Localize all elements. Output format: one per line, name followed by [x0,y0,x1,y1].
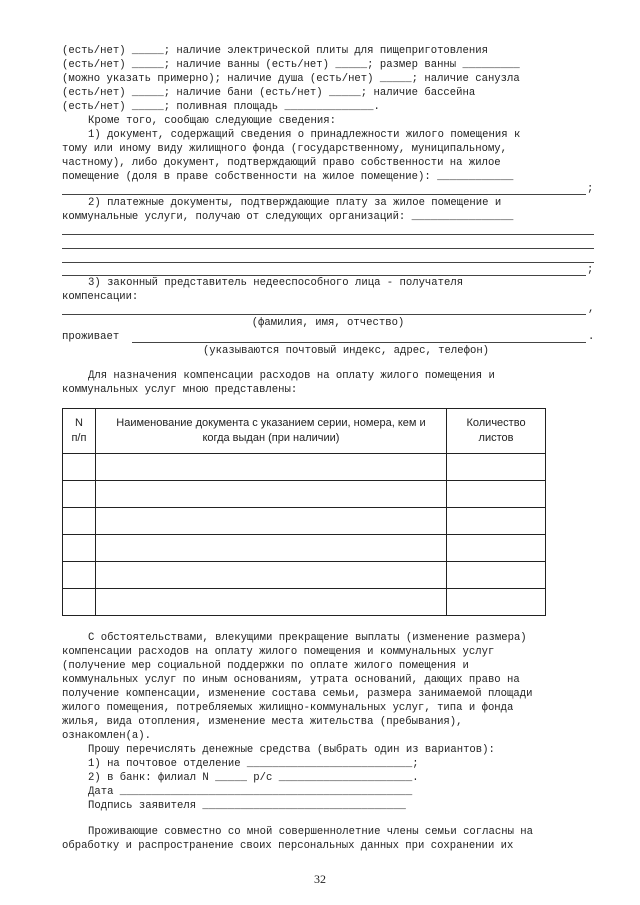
item1-line: 1) документ, содержащий сведения о принадлежности жилого помещения к [88,129,521,141]
text-line: (есть/нет) _____; наличие электрической плиты для пищеприготовления [62,45,488,57]
semicolon: ; [587,183,594,195]
table-row [63,454,546,481]
transfer-request: Прошу перечислять денежные средства (выбрать один из вариантов): [88,744,495,756]
item3-line: 3) законный представитель недееспособного лица - получателя [88,277,464,289]
table-row [63,535,546,562]
fill-line [62,314,586,315]
table-cell[interactable] [447,535,546,562]
comma: , [588,303,595,315]
table-row [63,481,546,508]
circumstances-line: компенсации расходов на оплату жилого помещения и коммунальных услуг [62,646,495,658]
address-line [132,342,586,343]
table-cell[interactable] [63,589,96,616]
table-cell[interactable] [63,454,96,481]
table-cell[interactable] [447,562,546,589]
item2-line: 2) платежные документы, подтверждающие плату за жилое помещение и [88,197,502,209]
fio-caption: (фамилия, имя, отчество) [251,317,405,329]
circumstances-line: получение компенсации, изменение состава семьи, размера занимаемой площади [62,688,533,700]
item1-line: частному), либо документ, подтверждающий право собственности на жилое [62,157,501,169]
page-number: 32 [314,872,326,886]
fill-line [62,262,594,263]
circumstances-line: С обстоятельствами, влекущими прекращение выплаты (изменение размера) [88,632,527,644]
table-cell[interactable] [63,562,96,589]
table-cell[interactable] [63,481,96,508]
consent-line: обработку и распространение своих персональных данных при сохранении их [62,840,514,852]
circumstances-line: жилья, вида отопления, изменение места жительства (пребывания), [62,716,463,728]
table-row [63,508,546,535]
circumstances-line: коммунальных услуг по иным основаниям, утрата оснований, дающих право на [62,674,520,686]
table-cell[interactable] [95,508,446,535]
col-name-header: Наименование документа с указанием серии, номера, кем и когда выдан (при наличии) [95,409,446,454]
table-header-row [63,409,546,454]
text-line: (есть/нет) _____; наличие ванны (есть/нет) _____; размер ванны _________ [62,59,520,71]
date-field: Дата ______________________________________________ [88,786,413,798]
text-line: (есть/нет) _____; наличие бани (есть/нет) _____; наличие бассейна [62,87,476,99]
option-bank: 2) в банк: филиал N _____ р/с _____________________. [88,772,419,784]
option-post-office: 1) на почтовое отделение __________________________; [88,758,419,770]
fill-line [62,248,594,249]
signature-field: Подпись заявителя ________________________________ [88,800,406,812]
col-sheets-header: Количество листов [447,409,546,454]
col-number-header: N п/п [63,409,96,454]
table-cell[interactable] [95,562,446,589]
text-line: (есть/нет) _____; поливная площадь ______________. [62,101,380,113]
table-cell[interactable] [447,454,546,481]
docs-intro-line: коммунальных услуг мною представлены: [62,384,298,396]
intro-text: Кроме того, сообщаю следующие сведения: [88,115,336,127]
fill-line [62,275,586,276]
item3-line: компенсации: [62,291,139,303]
address-caption: (указываются почтовый индекс, адрес, телефон) [202,345,490,357]
table-cell[interactable] [63,508,96,535]
circumstances-line: ознакомлен(а). [62,730,152,742]
fill-line [62,234,594,235]
fill-line [62,194,586,195]
circumstances-line: жилого помещения, потребляемых жилищно-коммунальных услуг, типа и фонда [62,702,514,714]
docs-intro-line: Для назначения компенсации расходов на оплату жилого помещения и [88,370,495,382]
semicolon: ; [587,264,594,276]
table-cell[interactable] [95,535,446,562]
table-cell[interactable] [95,589,446,616]
item1-line: помещение (доля в праве собственности на жилое помещение): ____________ [62,171,514,183]
table-cell[interactable] [447,589,546,616]
table-cell[interactable] [95,454,446,481]
lives-label: проживает [62,331,120,343]
text-line: (можно указать примерно); наличие душа (есть/нет) _____; наличие санузла [62,73,520,85]
table-cell[interactable] [447,508,546,535]
item1-line: тому или иному виду жилищного фонда (государственному, муниципальному, [62,143,508,155]
item2-line: коммунальные услуги, получаю от следующих организаций: ________________ [62,211,514,223]
table-cell[interactable] [447,481,546,508]
circumstances-line: (получение мер социальной поддержки по оплате жилого помещения и [62,660,469,672]
period: . [588,331,595,343]
consent-line: Проживающие совместно со мной совершеннолетние члены семьи согласны на [88,826,534,838]
table-cell[interactable] [63,535,96,562]
documents-table [62,408,546,616]
table-cell[interactable] [95,481,446,508]
table-row [63,562,546,589]
table-row [63,589,546,616]
